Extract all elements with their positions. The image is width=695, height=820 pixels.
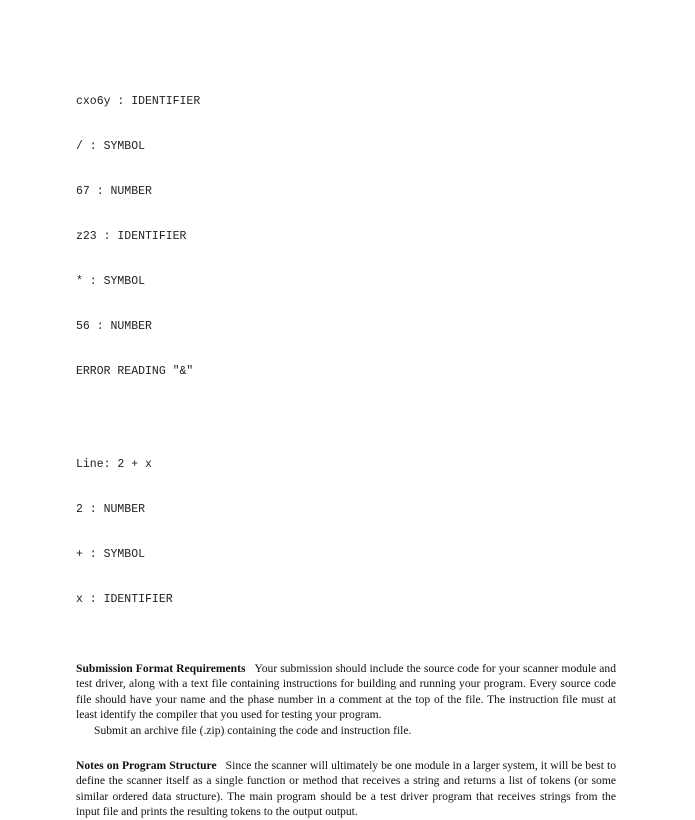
output-line: * : SYMBOL: [76, 275, 146, 288]
output-block-1: [76, 64, 616, 409]
output-line: 67 : NUMBER: [76, 185, 152, 198]
spacer: [76, 409, 616, 427]
submission-paragraph: [76, 661, 616, 723]
notes-heading: Notes on Program Structure: [76, 759, 217, 773]
document-page: [76, 64, 616, 820]
output-line: + : SYMBOL: [76, 548, 146, 561]
submission-note: Submit an archive file (.zip) containing the code and instruction file.: [94, 723, 412, 737]
output-line: 2 : NUMBER: [76, 503, 146, 516]
output-line: z23 : IDENTIFIER: [76, 230, 187, 243]
submission-heading: Submission Format Requirements: [76, 662, 246, 675]
output-line: x : IDENTIFIER: [76, 593, 173, 606]
output-line: 56 : NUMBER: [76, 320, 152, 333]
output-line: / : SYMBOL: [76, 140, 146, 153]
output-block-2: [76, 427, 616, 637]
output-line: ERROR READING "&": [76, 365, 194, 378]
submission-body: Your submission should include the source code for your scanner module and test driver, along with a text file containing instructions for building and running your program. Every source code file should have your name and the phase number in a comment at the top of the file. The instruction file must at least identify the compiler that you used for testing your program.: [76, 662, 616, 722]
output-line: Line: 2 + x: [76, 458, 152, 471]
output-line: cxo6y : IDENTIFIER: [76, 95, 201, 108]
notes-body: Since the scanner will ultimately be one module in a larger system, it will be best to define the scanner itself as a single function or method that receives a string and returns a list of tokens (or some similar ordered data structure). The main program should be a test driver program that receives strings from the input file and prints the resulting tokens to the output output.: [76, 759, 616, 819]
notes-paragraph: [76, 758, 616, 820]
